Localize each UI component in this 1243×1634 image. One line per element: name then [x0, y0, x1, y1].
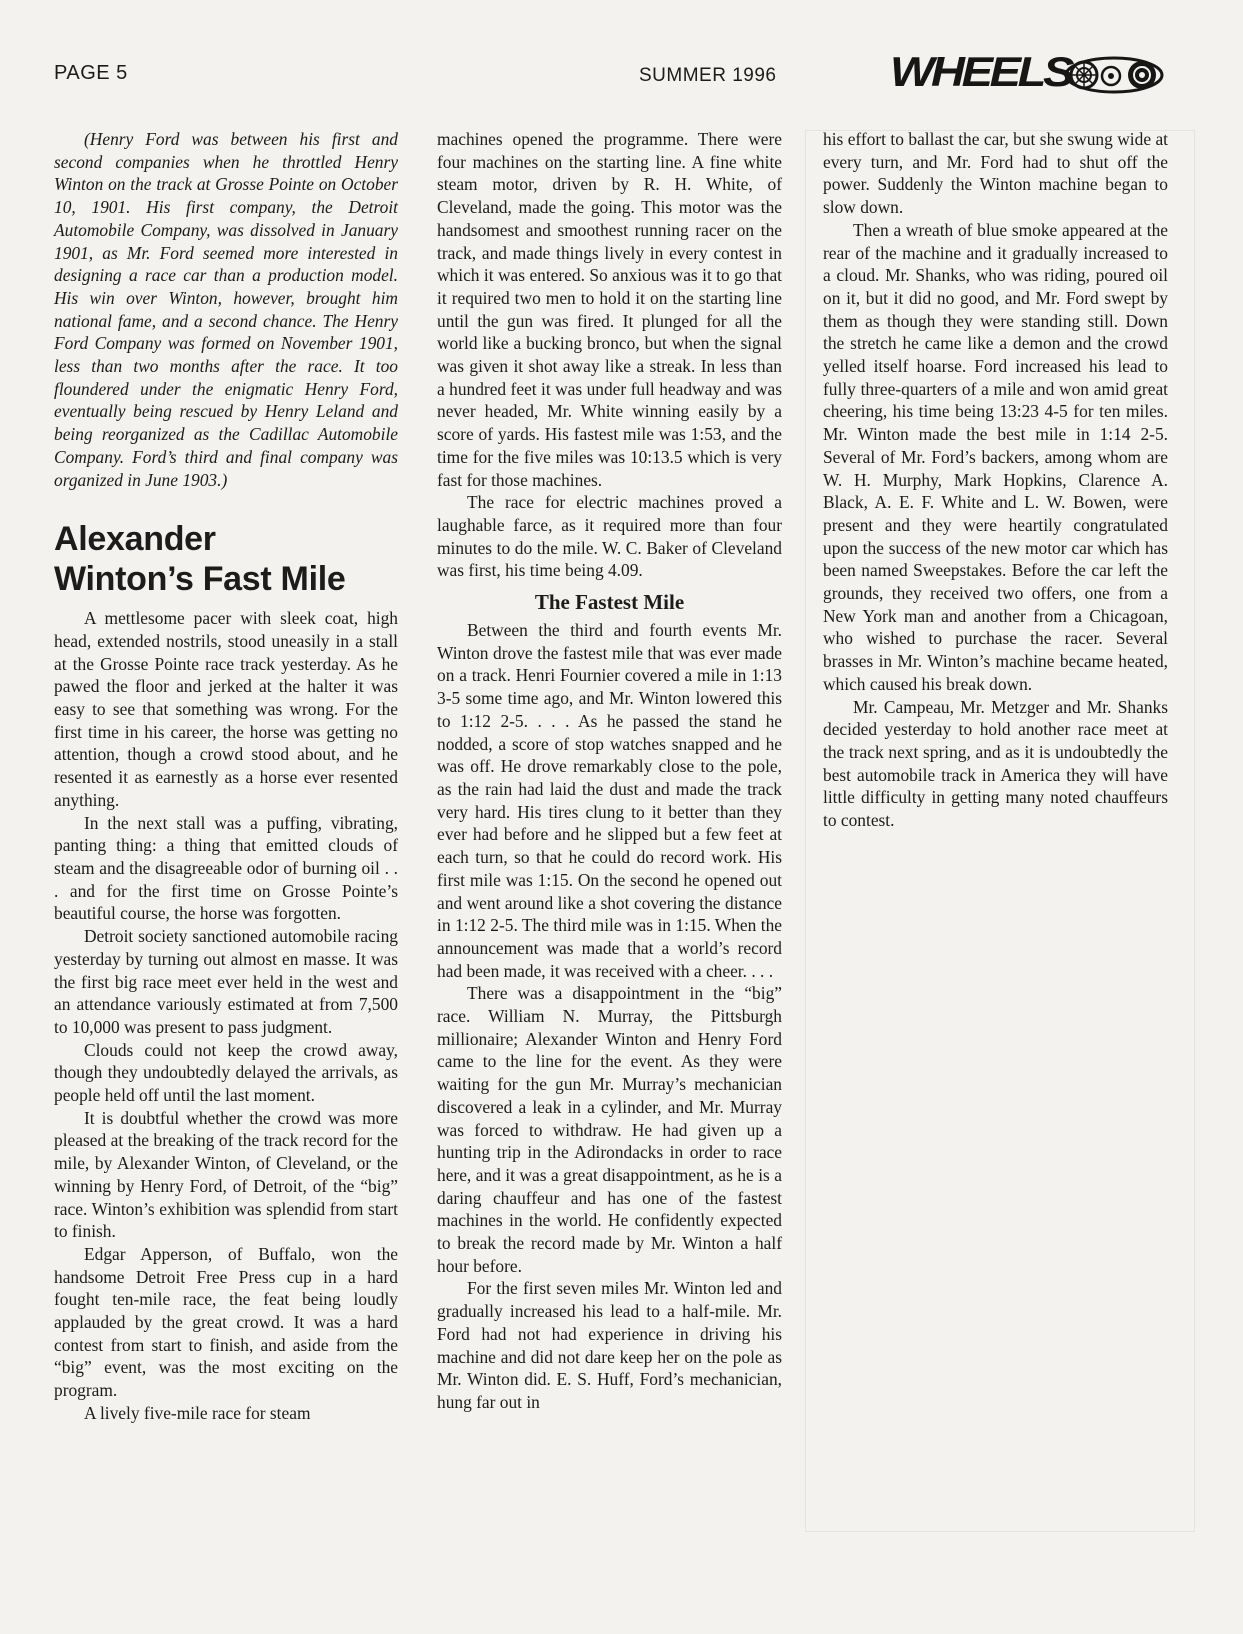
paragraph: Detroit society sanctioned automobile racing yesterday by turning out almost en masse. It was the first big race meet ever held in the west and an attendance variously estimated at from 7,500 to 10,000 was present to pass judgment. [54, 926, 398, 1037]
paragraph: Then a wreath of blue smoke appeared at the rear of the machine and it gradually increased to a cloud. Mr. Shanks, who was riding, poured oil on it, but it did no good, and Mr. Ford swept by them as though they were standing still. Down the stretch he came like a demon and the crowd yelled itself hoarse. Ford increased his lead to fully three-quarters of a mile and won amid great cheering, his time being 13:23 4-5 for ten miles. Mr. Winton made the best mile in 1:14 2-5. Several of Mr. Ford’s backers, among whom are W. H. Murphy, Mark Hopkins, Clarence A. Black, A. E. F. White and L. W. Bowen, were present and they were heartily congratulated upon the success of the new motor car which has been named Sweepstakes. Before the car left the grounds, they received two offers, one from a New York man and another from a Chicagoan, who wished to purchase the racer. Several brasses in Mr. Winton’s machine became heated, which caused his break down. [823, 219, 1168, 694]
column-2 [437, 128, 782, 1414]
editor-note: (Henry Ford was between his first and second companies when he throttled Henry Winton on the track at Grosse Pointe on October 10, 1901. His first company, the Detroit Automobile Company, was dissolved in January 1901, as Mr. Ford seemed more interested in designing a race car than a production model. His win over Winton, however, brought him national fame, and a second chance. The Henry Ford Company was formed on November 1901, less than two months after the race. It too floundered under the enigmatic Henry Ford, eventually being rescued by Henry Leland and being reorganized as the Cadillac Automobile Company. Ford’s third and final company was organized in June 1903.) [54, 129, 398, 490]
paragraph: machines opened the programme. There were four machines on the starting line. A fine white steam motor, driven by R. H. White, of Cleveland, made the going. This motor was the handsomest and smoothest running racer on the track, and made things lively in every contest in which it was entered. So anxious was it to go that it required two men to hold it on the starting line until the gun was fired. It plunged for all the world like a bucking bronco, but when the signal was given it shot away like a streak. In less than a hundred feet it was under full headway and was never headed, Mr. White winning easily by a score of yards. His fastest mile was 1:53, and the time for the five miles was 10:13.5 which is very fast for those machines. [437, 129, 782, 490]
car-wheels-icon [1064, 55, 1166, 95]
paragraph: Edgar Apperson, of Buffalo, won the handsome Detroit Free Press cup in a hard fought ten-mile race, the feat being loudly applauded by the great crowd. It was a hard contest from start to finish, and aside from the “big” event, was the most exciting on the program. [54, 1243, 398, 1401]
column-1 [54, 128, 398, 1425]
paragraph: For the first seven miles Mr. Winton led and gradually increased his lead to a half-mile. Mr. Ford had not had experience in driving his machine and did not dare keep her on the pole as Mr. Winton did. E. S. Huff, Ford’s mechanician, hung far out in [437, 1278, 782, 1412]
paragraph: A lively five-mile race for steam [84, 1402, 311, 1423]
paragraph: In the next stall was a puffing, vibrating, panting thing: a thing that emitted clouds of steam and the disagreeable odor of burning oil . . . and for the first time on Grosse Pointe’s beautiful course, the horse was forgotten. [54, 812, 398, 924]
paragraph: The race for electric machines proved a laughable farce, as it required more than four minutes to do the mile. W. C. Baker of Cleveland was first, his time being 4.09. [437, 492, 782, 581]
issue-date: SUMMER 1996 [639, 65, 777, 86]
logo-text: WHEELS [890, 48, 1072, 95]
headline-line-2: Winton’s Fast Mile [54, 560, 346, 599]
paragraph: A mettlesome pacer with sleek coat, high head, extended nostrils, stood uneasily in a stall at the Grosse Pointe race track yesterday. As he pawed the floor and jerked at the halter it was easy to see that something was wrong. For the first time in his career, the horse was getting no attention, though a crowd stood about, and he resented it as earnestly as a horse ever resented anything. [54, 608, 398, 810]
wheels-logo [890, 48, 1168, 98]
article-headline [54, 519, 398, 599]
paragraph: Between the third and fourth events Mr. Winton drove the fastest mile that was ever made on a track. Henri Fournier covered a mile in 1:13 3-5 some time ago, and Mr. Winton lowered this to 1:12 2-5. . . . As he passed the stand he nodded, a score of stop watches snapped and he was off. He drove remarkably close to the pole, as the rain had laid the dust and made the track very hard. His tires clung to it better than they ever had before and he slipped but a few feet at each turn, so that he could do record work. His first mile was 1:15. On the second he opened out and went around like a shot covering the distance in 1:12 2-5. The third mile was in 1:15. When the announcement was made that a world’s record had been made, it was received with a cheer. . . . [437, 620, 782, 981]
paragraph: It is doubtful whether the crowd was more pleased at the breaking of the track record for the mile, by Alexander Winton, of Cleveland, or the winning by Henry Ford, of Detroit, of the “big” race. Winton’s exhibition was splendid from start to finish. [54, 1107, 398, 1242]
section-subheading: The Fastest Mile [534, 590, 685, 615]
page-header [54, 48, 1164, 102]
paragraph: his effort to ballast the car, but she swung wide at every turn, and Mr. Ford had to shut off the power. Suddenly the Winton machine began to slow down. [823, 129, 1168, 218]
paragraph: There was a disappointment in the “big” race. William N. Murray, the Pittsburgh millionaire; Alexander Winton and Henry Ford came to the line for the event. As they were waiting for the gun Mr. Murray’s mechanician discovered a leak in a cylinder, and Mr. Murray was forced to withdraw. He had given up a hunting trip in the Adirondacks in order to race here, and it was a great disappointment, as he is a daring chauffeur and has one of the fastest machines in the world. He confidently expected to break the record made by Mr. Winton a half hour before. [437, 983, 782, 1276]
paragraph: Clouds could not keep the crowd away, though they undoubtedly delayed the arrivals, as people held off until the last moment. [54, 1039, 398, 1106]
column-3 [823, 128, 1168, 832]
paragraph: Mr. Campeau, Mr. Metzger and Mr. Shanks decided yesterday to hold another race meet at the track next spring, and as it is undoubtedly the best automobile track in America they will have little difficulty in getting many noted chauffeurs to contest. [823, 696, 1168, 831]
page-number: PAGE 5 [54, 62, 128, 84]
headline-line-1: Alexander [54, 520, 216, 559]
